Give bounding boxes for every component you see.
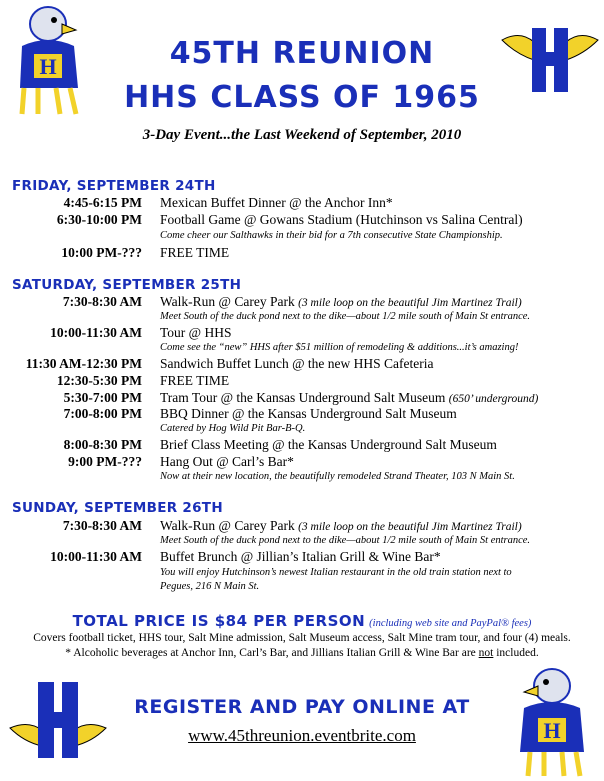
schedule-row bbox=[0, 245, 604, 261]
row-note: You will enjoy Hutchinson’s newest Italian restaurant in the old train station next to bbox=[160, 567, 512, 578]
row-time: 10:00-11:30 AM bbox=[50, 325, 142, 340]
row-event: FREE TIME bbox=[160, 373, 230, 388]
schedule-row bbox=[0, 390, 604, 406]
schedule-row bbox=[0, 454, 604, 470]
row-time: 10:00-11:30 AM bbox=[50, 549, 142, 564]
row-time: 8:00-8:30 PM bbox=[63, 437, 142, 452]
schedule-row bbox=[0, 356, 604, 372]
mascot-letter: H bbox=[543, 718, 561, 743]
row-note-continued: Pegues, 216 N Main St. bbox=[160, 581, 260, 592]
registration-link[interactable]: www.45threunion.eventbrite.com bbox=[188, 726, 416, 745]
row-event-extra: (650’ underground) bbox=[448, 393, 539, 405]
row-event: Tram Tour @ the Kansas Underground Salt Museum bbox=[160, 390, 446, 405]
covers-text: Covers football ticket, HHS tour, Salt Mine admission, Salt Museum access, Salt Mine tram tour, and four (4) meals. bbox=[33, 632, 571, 644]
row-time: 5:30-7:00 PM bbox=[63, 390, 142, 405]
row-note: Meet South of the duck pond next to the dike—about 1/2 mile south of Main St entrance. bbox=[160, 535, 531, 546]
row-event: Walk-Run @ Carey Park bbox=[160, 518, 295, 533]
row-note: Meet South of the duck pond next to the dike—about 1/2 mile south of Main St entrance. bbox=[160, 311, 531, 322]
row-note: Now at their new location, the beautifully remodeled Strand Theater, 103 N Main St. bbox=[160, 471, 515, 482]
row-event: Mexican Buffet Dinner @ the Anchor Inn* bbox=[160, 195, 393, 210]
row-event-extra: (3 mile loop on the beautiful Jim Martinez Trail) bbox=[298, 521, 522, 533]
row-event-extra: (3 mile loop on the beautiful Jim Martinez Trail) bbox=[298, 297, 522, 309]
row-time: 6:30-10:00 PM bbox=[56, 212, 142, 227]
title-line-2: HHS CLASS OF 1965 bbox=[124, 80, 480, 115]
row-time: 10:00 PM-??? bbox=[61, 245, 142, 260]
schedule-row bbox=[0, 373, 604, 389]
total-price-text: TOTAL PRICE IS $84 PER PERSON bbox=[72, 612, 366, 630]
mascot-letter: H bbox=[39, 54, 57, 79]
row-note: Come see the “new” HHS after $51 million of remodeling & additions...it’s amazing! bbox=[160, 342, 519, 353]
schedule-row bbox=[0, 325, 604, 341]
row-event: Tour @ HHS bbox=[160, 325, 232, 340]
title-line-1: 45TH REUNION bbox=[169, 36, 435, 71]
alcohol-note-before: * Alcoholic beverages at Anchor Inn, Carl’s Bar, and Jillians Italian Grill & Wine Bar are bbox=[65, 647, 479, 659]
total-price bbox=[0, 612, 604, 631]
alcohol-note bbox=[0, 647, 604, 659]
alcohol-note-after: included. bbox=[493, 647, 539, 659]
row-event: Hang Out @ Carl’s Bar* bbox=[160, 454, 294, 469]
total-price-note: (including web site and PayPal® fees) bbox=[369, 618, 532, 629]
mascot-hawk-icon bbox=[506, 664, 600, 778]
row-note: Catered by Hog Wild Pit Bar-B-Q. bbox=[160, 423, 306, 434]
row-time: 12:30-5:30 PM bbox=[56, 373, 142, 388]
register-heading: REGISTER AND PAY ONLINE AT bbox=[134, 696, 470, 718]
schedule-row bbox=[0, 212, 604, 228]
row-event: Buffet Brunch @ Jillian’s Italian Grill & Wine Bar* bbox=[160, 549, 441, 564]
row-event: Brief Class Meeting @ the Kansas Underground Salt Museum bbox=[160, 437, 497, 452]
day-heading-sunday: SUNDAY, SEPTEMBER 26TH bbox=[12, 500, 223, 516]
schedule-row bbox=[0, 437, 604, 453]
day-heading-friday: FRIDAY, SEPTEMBER 24TH bbox=[12, 178, 216, 194]
row-time: 9:00 PM-??? bbox=[68, 454, 142, 469]
winged-h-logo-icon bbox=[8, 676, 108, 766]
row-note: Come cheer our Salthawks in their bid for a 7th consecutive State Championship. bbox=[160, 230, 503, 241]
row-event: Sandwich Buffet Lunch @ the new HHS Cafeteria bbox=[160, 356, 434, 371]
row-event: Walk-Run @ Carey Park bbox=[160, 294, 295, 309]
row-time: 11:30 AM-12:30 PM bbox=[25, 356, 142, 371]
row-time: 7:30-8:30 AM bbox=[62, 294, 142, 309]
schedule-row bbox=[0, 406, 604, 422]
row-event: Football Game @ Gowans Stadium (Hutchinson vs Salina Central) bbox=[160, 212, 523, 227]
schedule-row bbox=[0, 518, 604, 534]
day-heading-saturday: SATURDAY, SEPTEMBER 25TH bbox=[12, 277, 242, 293]
schedule-row bbox=[0, 294, 604, 310]
subtitle: 3-Day Event...the Last Weekend of September, 2010 bbox=[142, 127, 462, 143]
alcohol-note-not: not bbox=[478, 647, 494, 659]
row-time: 7:00-8:00 PM bbox=[63, 406, 142, 421]
row-event: FREE TIME bbox=[160, 245, 230, 260]
schedule-row bbox=[0, 549, 604, 565]
schedule-row bbox=[0, 195, 604, 211]
row-event: BBQ Dinner @ the Kansas Underground Salt Museum bbox=[160, 406, 457, 421]
row-time: 4:45-6:15 PM bbox=[63, 195, 142, 210]
row-time: 7:30-8:30 AM bbox=[62, 518, 142, 533]
